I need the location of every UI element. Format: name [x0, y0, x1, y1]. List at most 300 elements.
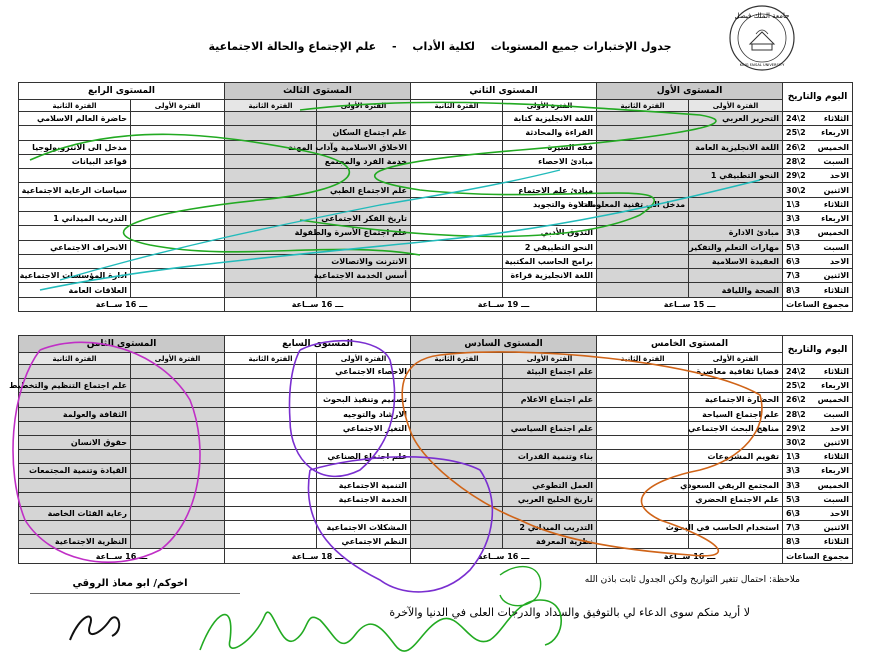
course-cell — [225, 183, 317, 197]
course-cell — [597, 379, 689, 393]
day-date-cell — [783, 365, 853, 379]
course-cell: نظرية المعرفة — [503, 535, 597, 549]
course-cell — [411, 112, 503, 126]
course-cell — [689, 183, 783, 197]
course-cell — [689, 126, 783, 140]
course-cell — [597, 154, 689, 168]
course-cell — [225, 154, 317, 168]
course-cell — [597, 226, 689, 240]
course-cell — [317, 283, 411, 297]
course-cell — [131, 154, 225, 168]
day-date-cell — [783, 240, 853, 254]
table-row — [19, 464, 853, 478]
table-row — [19, 226, 853, 240]
course-cell: علم اجتماع الاعلام — [503, 393, 597, 407]
course-cell: حقوق الانسان — [19, 435, 131, 449]
course-cell — [131, 169, 225, 183]
course-cell — [317, 197, 411, 211]
day-date: 2\25 — [786, 128, 806, 138]
day-date-cell — [783, 154, 853, 168]
course-cell: مدخل الى الانثروبولوجيا — [19, 140, 131, 154]
day-name: الاحد — [829, 171, 850, 181]
course-cell — [131, 407, 225, 421]
course-cell — [131, 112, 225, 126]
table-row — [19, 478, 853, 492]
table-row — [19, 283, 853, 297]
day-name: الثلاثاء — [823, 199, 850, 209]
course-cell: مبادئ الاحصاء — [503, 154, 597, 168]
level-hours: ـــ 16 ســاعة — [411, 549, 597, 563]
day-date: 2\30 — [786, 185, 806, 195]
logo-top-text: جامعة الملك فيصل — [734, 12, 790, 20]
day-name: الثلاثاء — [823, 114, 850, 124]
day-date-cell — [783, 393, 853, 407]
course-cell: سياسات الرعاية الاجتماعية — [19, 183, 131, 197]
level-hours: ـــ 16 ســاعة — [597, 549, 783, 563]
course-cell — [689, 435, 783, 449]
course-cell — [225, 269, 317, 283]
course-cell — [225, 535, 317, 549]
course-cell — [597, 140, 689, 154]
table-body — [9, 365, 853, 549]
day-date: 2\24 — [786, 367, 806, 377]
course-cell: علم الاجتماع الطبي — [317, 183, 411, 197]
day-date-cell — [783, 464, 853, 478]
course-cell: القيادة وتنمية المجتمعات — [19, 464, 131, 478]
course-cell — [689, 506, 783, 520]
course-cell — [19, 365, 131, 379]
day-date-cell — [783, 169, 853, 183]
day-date: 2\29 — [786, 423, 806, 433]
course-cell — [317, 240, 411, 254]
period-header: الفترة الأولى — [131, 100, 225, 112]
green-handwriting — [500, 567, 541, 606]
course-cell — [411, 169, 503, 183]
course-cell — [411, 183, 503, 197]
day-date-cell — [783, 492, 853, 506]
level-header: المستوى الرابع — [19, 83, 225, 100]
course-cell — [131, 492, 225, 506]
course-cell — [597, 254, 689, 268]
day-name: الثلاثاء — [823, 367, 850, 377]
day-date: 3\8 — [786, 537, 801, 547]
course-cell — [689, 379, 783, 393]
course-cell: الحضارة الاجتماعية — [689, 393, 783, 407]
title-dept: علم الإجتماع والحالة الاجتماعية — [208, 40, 377, 53]
course-cell: علم الاجتماع الحضري — [689, 492, 783, 506]
course-cell — [131, 254, 225, 268]
course-cell: النظرية الاجتماعية — [19, 535, 131, 549]
course-cell — [411, 283, 503, 297]
course-cell — [411, 365, 503, 379]
course-cell — [411, 407, 503, 421]
course-cell: المشكلات الاجتماعية — [317, 521, 411, 535]
course-cell — [131, 464, 225, 478]
course-cell — [597, 126, 689, 140]
course-cell — [131, 197, 225, 211]
course-cell — [225, 169, 317, 183]
day-name: الاربعاء — [821, 128, 850, 138]
course-cell: الخدمة الاجتماعية — [317, 492, 411, 506]
table-row — [19, 140, 853, 154]
period-header: الفترة الأولى — [131, 353, 225, 365]
level-hours: ـــ 16 ســاعة — [19, 297, 225, 311]
day-date: 2\28 — [786, 156, 806, 166]
course-cell — [597, 535, 689, 549]
course-cell — [131, 506, 225, 520]
day-date: 2\29 — [786, 171, 806, 181]
course-cell: قواعد البيانات — [19, 154, 131, 168]
day-date-cell — [783, 435, 853, 449]
period-header: الفترة الأولى — [689, 100, 783, 112]
day-name: الثلاثاء — [823, 285, 850, 295]
course-cell — [225, 506, 317, 520]
course-cell: مدخل الى تقنية المعلومات — [597, 197, 689, 211]
course-cell: الانحراف الاجتماعي — [19, 240, 131, 254]
course-cell — [131, 435, 225, 449]
course-cell: علم اجتماع التنظيم والتخطيط — [19, 379, 131, 393]
period-header: الفترة الأولى — [503, 100, 597, 112]
course-cell — [131, 478, 225, 492]
logo-bottom-text: KING FAISAL UNIVERSITY — [739, 63, 785, 67]
course-cell: الثقافة والعولمة — [19, 407, 131, 421]
day-name: الاثنين — [823, 185, 850, 195]
day-name: الاثنين — [823, 438, 850, 448]
title-college: لكلية الأداب — [412, 40, 475, 53]
period-header: الفترة الأولى — [317, 100, 411, 112]
course-cell: الارشاد والتوجيه — [317, 407, 411, 421]
course-cell — [19, 492, 131, 506]
day-date-cell — [783, 521, 853, 535]
footer-note: ملاحظة: احتمال تتغير التواريخ ولكن الجدول ثابت باذن الله — [584, 575, 800, 585]
course-cell — [411, 450, 503, 464]
period-header: الفترة الثانية — [19, 353, 131, 365]
level-hours: ـــ 15 ســاعة — [597, 297, 783, 311]
course-cell: النحو التطبيقي 2 — [503, 240, 597, 254]
course-cell — [503, 379, 597, 393]
course-cell: مبادئ علم الاجتماع — [503, 183, 597, 197]
course-cell — [19, 226, 131, 240]
page-title — [200, 40, 680, 62]
sender-signature — [70, 617, 119, 640]
day-date-cell — [783, 254, 853, 268]
course-cell — [225, 240, 317, 254]
course-cell — [597, 283, 689, 297]
course-cell — [19, 521, 131, 535]
course-cell — [131, 269, 225, 283]
course-cell: تاريخ الخليج العربي — [503, 492, 597, 506]
day-name: السبت — [823, 156, 850, 166]
course-cell — [131, 183, 225, 197]
course-cell — [503, 169, 597, 183]
course-cell: مهارات التعلم والتفكير — [689, 240, 783, 254]
course-cell: قضايا ثقافية معاصرة — [689, 365, 783, 379]
day-name: الخميس — [817, 228, 850, 238]
course-cell: مناهج البحث الاجتماعي — [689, 421, 783, 435]
day-date: 3\6 — [786, 508, 801, 518]
day-date: 2\25 — [786, 381, 806, 391]
course-cell: التذوق الأدبي — [503, 226, 597, 240]
course-cell — [19, 478, 131, 492]
course-cell: العلاقات العامة — [19, 283, 131, 297]
course-cell: أسس الخدمة الاجتماعية — [317, 269, 411, 283]
course-cell — [411, 197, 503, 211]
course-cell: مبادئ الادارة — [689, 226, 783, 240]
course-cell — [411, 126, 503, 140]
table-row — [19, 435, 853, 449]
day-name: الخميس — [817, 480, 850, 490]
day-date-cell — [783, 478, 853, 492]
course-cell — [689, 269, 783, 283]
course-cell — [503, 283, 597, 297]
level-hours: ـــ 19 ســاعة — [411, 297, 597, 311]
course-cell — [19, 254, 131, 268]
course-cell — [689, 154, 783, 168]
day-date: 2\26 — [786, 395, 806, 405]
day-name: الاحد — [829, 256, 850, 266]
course-cell — [411, 269, 503, 283]
course-cell — [225, 450, 317, 464]
course-cell — [317, 379, 411, 393]
level-header: المستوى الثالث — [225, 83, 411, 100]
course-cell — [131, 283, 225, 297]
day-date: 3\7 — [786, 523, 801, 533]
course-cell: علم اجتماع الصناعي — [317, 450, 411, 464]
level-hours: ـــ 16 ســاعة — [225, 297, 411, 311]
course-cell — [503, 464, 597, 478]
day-date: 3\1 — [786, 452, 801, 462]
course-cell — [19, 169, 131, 183]
course-cell: علم اجتماع السياسي — [503, 421, 597, 435]
course-cell — [411, 521, 503, 535]
course-cell — [411, 379, 503, 393]
course-cell — [131, 226, 225, 240]
course-cell — [225, 435, 317, 449]
course-cell: تقويم المشروعات — [689, 450, 783, 464]
course-cell — [225, 365, 317, 379]
course-cell — [597, 435, 689, 449]
day-name: الثلاثاء — [823, 452, 850, 462]
table-row — [19, 421, 853, 435]
course-cell: النحو التطبيقي 1 — [689, 169, 783, 183]
course-cell — [411, 478, 503, 492]
day-date-cell — [783, 211, 853, 225]
table-row — [19, 254, 853, 268]
course-cell — [131, 421, 225, 435]
table-row — [19, 535, 853, 549]
course-cell: حاضرة العالم الاسلامي — [19, 112, 131, 126]
period-header: الفترة الثانية — [411, 353, 503, 365]
period-header: الفترة الأولى — [689, 353, 783, 365]
day-date: 3\3 — [786, 228, 801, 238]
course-cell — [411, 140, 503, 154]
day-date: 2\24 — [786, 114, 806, 124]
title-dash: - — [392, 40, 397, 53]
course-cell — [597, 421, 689, 435]
table-row — [19, 197, 853, 211]
day-date-cell — [783, 226, 853, 240]
course-cell — [131, 450, 225, 464]
course-cell: علم اجتماع الأسرة والطفولة — [317, 226, 411, 240]
course-cell — [225, 197, 317, 211]
course-cell: فقه السيرة — [503, 140, 597, 154]
course-cell — [317, 435, 411, 449]
course-cell — [131, 535, 225, 549]
day-date-header: اليوم والتاريخ — [783, 83, 853, 112]
sender-name: اخوكم/ ابو معاذ الروقي — [72, 578, 188, 589]
table-row — [19, 126, 853, 140]
course-cell — [597, 169, 689, 183]
day-name: الاربعاء — [821, 466, 850, 476]
schedule-table-levels-1-4 — [18, 82, 853, 312]
day-date-cell — [783, 126, 853, 140]
course-cell — [225, 211, 317, 225]
day-date-cell — [783, 283, 853, 297]
course-cell — [503, 506, 597, 520]
course-cell — [131, 393, 225, 407]
level-header: المستوى الثاني — [411, 83, 597, 100]
course-cell — [225, 126, 317, 140]
course-cell — [317, 506, 411, 520]
day-date-cell — [783, 535, 853, 549]
course-cell — [19, 197, 131, 211]
course-cell — [131, 365, 225, 379]
footer-dua: لا أريد منكم سوى الدعاء لي بالتوفيق والسداد والدرجات العلى في الدنيا والآخرة — [389, 606, 750, 619]
period-header: الفترة الثانية — [225, 100, 317, 112]
course-cell — [411, 506, 503, 520]
course-cell: التغير الاجتماعي — [317, 421, 411, 435]
course-cell: التدريب الميداني 2 — [503, 521, 597, 535]
period-header: الفترة الأولى — [317, 353, 411, 365]
table-row — [19, 183, 853, 197]
course-cell — [411, 492, 503, 506]
day-name: الاثنين — [823, 523, 850, 533]
table-row — [19, 521, 853, 535]
course-cell — [317, 169, 411, 183]
course-cell: الاحصاء الاجتماعي — [317, 365, 411, 379]
day-name: الاثنين — [823, 271, 850, 281]
course-cell: التلاوة والتجويد — [503, 197, 597, 211]
course-cell — [225, 521, 317, 535]
course-cell — [131, 240, 225, 254]
course-cell: التحرير العربي — [689, 112, 783, 126]
day-date: 3\5 — [786, 242, 801, 252]
day-date: 3\7 — [786, 271, 801, 281]
table-row — [19, 450, 853, 464]
course-cell — [597, 464, 689, 478]
table-row — [19, 211, 853, 225]
course-cell — [411, 211, 503, 225]
course-cell — [689, 464, 783, 478]
day-name: السبت — [823, 409, 850, 419]
level-hours: ـــ 16 ســاعة — [19, 549, 225, 563]
day-date: 2\26 — [786, 142, 806, 152]
course-cell: خدمة الفرد والمجتمع — [317, 154, 411, 168]
course-cell: المجتمع الريفي السعودي — [689, 478, 783, 492]
course-cell — [689, 197, 783, 211]
day-date-cell — [783, 506, 853, 520]
course-cell — [411, 154, 503, 168]
day-name: الخميس — [817, 142, 850, 152]
day-date: 3\3 — [786, 466, 801, 476]
day-date: 3\3 — [786, 214, 801, 224]
course-cell — [411, 254, 503, 268]
course-cell — [597, 492, 689, 506]
period-header: الفترة الثانية — [225, 353, 317, 365]
period-header: الفترة الثانية — [411, 100, 503, 112]
course-cell — [225, 478, 317, 492]
course-cell: القراءة والمحادثة — [503, 126, 597, 140]
day-date: 3\5 — [786, 494, 801, 504]
course-cell — [689, 535, 783, 549]
day-date-cell — [783, 269, 853, 283]
course-cell — [317, 464, 411, 478]
table-body — [19, 112, 853, 298]
course-cell: اللغة الانجليزية قراءة — [503, 269, 597, 283]
period-header: الفترة الثانية — [597, 353, 689, 365]
day-date-cell — [783, 407, 853, 421]
day-date-cell — [783, 379, 853, 393]
day-date-cell — [783, 450, 853, 464]
course-cell — [411, 393, 503, 407]
course-cell: اللغة الانجليزية العامة — [689, 140, 783, 154]
course-cell — [411, 226, 503, 240]
course-cell: الانترنت والاتصالات — [317, 254, 411, 268]
course-cell — [503, 435, 597, 449]
day-date: 2\28 — [786, 409, 806, 419]
course-cell: استخدام الحاسب في البحوث — [689, 521, 783, 535]
course-cell — [597, 112, 689, 126]
course-cell — [225, 112, 317, 126]
course-cell — [131, 211, 225, 225]
course-cell — [411, 240, 503, 254]
course-cell — [597, 240, 689, 254]
course-cell: التنمية الاجتماعية — [317, 478, 411, 492]
course-cell: برامج الحاسب المكتبية — [503, 254, 597, 268]
course-cell: ادارة المؤسسات الاجتماعية — [19, 269, 131, 283]
course-cell — [225, 283, 317, 297]
day-name: الاربعاء — [821, 214, 850, 224]
course-cell — [19, 450, 131, 464]
course-cell: علم اجتماع البيئة — [503, 365, 597, 379]
day-name: الثلاثاء — [823, 537, 850, 547]
period-header: الفترة الأولى — [503, 353, 597, 365]
course-cell — [225, 393, 317, 407]
course-cell: تصميم وتنفيذ البحوث — [317, 393, 411, 407]
day-date: 3\6 — [786, 256, 801, 266]
day-date-cell — [783, 140, 853, 154]
table-row — [19, 365, 853, 379]
course-cell — [597, 365, 689, 379]
table-row — [19, 407, 853, 421]
course-cell — [597, 407, 689, 421]
course-cell — [225, 464, 317, 478]
day-date-cell — [783, 112, 853, 126]
day-name: الاحد — [829, 423, 850, 433]
course-cell — [411, 421, 503, 435]
schedule-table-levels-5-8 — [9, 335, 853, 564]
period-header: الفترة الثانية — [597, 100, 689, 112]
day-date-cell — [783, 197, 853, 211]
course-cell: تاريخ الفكر الاجتماعي — [317, 211, 411, 225]
course-cell: التدريب الميداني 1 — [19, 211, 131, 225]
table-row — [19, 393, 853, 407]
course-cell — [19, 421, 131, 435]
day-name: الاحد — [829, 508, 850, 518]
course-cell — [19, 393, 131, 407]
level-header: المستوى الخامس — [597, 336, 783, 353]
day-name: السبت — [823, 494, 850, 504]
